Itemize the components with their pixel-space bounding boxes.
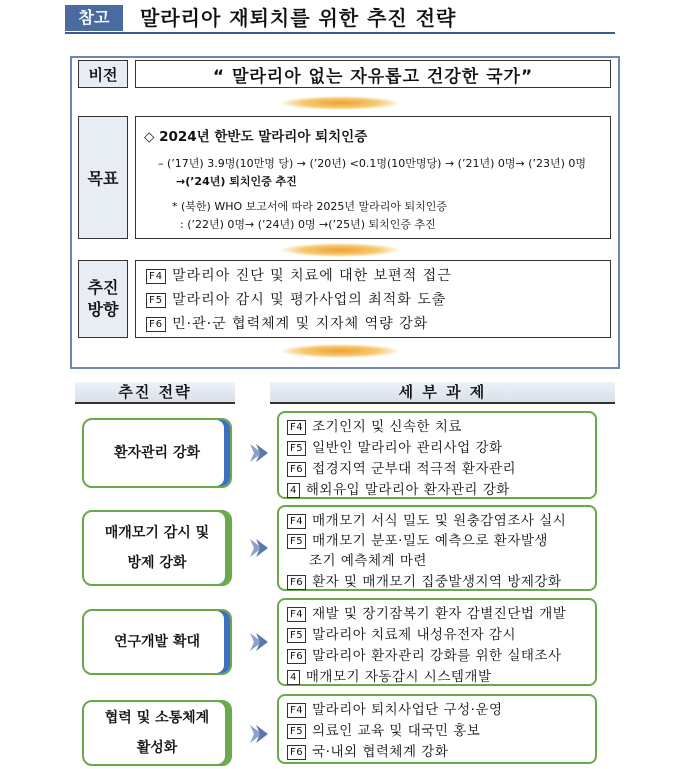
task-text: 해외유입 말라리아 환자관리 강화: [305, 482, 510, 498]
direction-label: [78, 260, 128, 338]
task-text: 말라리아 퇴치사업단 구성·운영: [312, 702, 503, 718]
task-text: 조기인지 및 신속한 치료: [312, 419, 462, 435]
task-text: 매개모기 서식 밀도 및 원충감염조사 실시: [312, 513, 567, 529]
chevron-right-icon: [248, 442, 270, 464]
task-text: 조기 예측체계 마련: [309, 553, 427, 569]
task-code: F5: [287, 628, 306, 643]
task-text: 의료인 교육 및 대국민 홍보: [312, 723, 481, 739]
task-code: F6: [287, 462, 306, 477]
task-item: [287, 698, 503, 718]
task-item: [287, 623, 516, 643]
goal-line-1: – (’17년) 3.9명(10만명 당) → (’20년) <0.1명(10만명당) → (’21년) 0명→ (’23년) 0명: [158, 157, 587, 170]
task-code: F5: [287, 534, 306, 549]
task-item: [287, 665, 492, 685]
task-item: [287, 457, 516, 477]
direction-item: [146, 313, 428, 333]
task-code: F4: [287, 514, 306, 529]
task-text: 일반인 말라리아 관리사업 강화: [312, 440, 503, 456]
task-code: F4: [287, 703, 306, 718]
chevron-right-icon: [248, 723, 270, 745]
strategy-name: 환자관리 강화: [113, 445, 201, 461]
direction-label-line1: 추진: [87, 278, 119, 297]
task-text: 매개모기 분포·밀도 예측으로 환자발생: [312, 533, 548, 549]
flow-arrow-2: [280, 243, 400, 257]
chevron-right-icon: [248, 537, 270, 559]
strategy-name-line1: 매개모기 감시 및: [104, 525, 210, 541]
task-item: [287, 570, 562, 590]
task-item: [287, 509, 566, 529]
flow-arrow-3: [280, 344, 400, 358]
task-item: [287, 415, 462, 435]
task-code: 4: [287, 670, 300, 685]
task-box: [277, 694, 597, 764]
task-text: 국·내외 협력체계 강화: [312, 744, 449, 760]
task-item: [287, 719, 480, 739]
task-item: [287, 740, 448, 760]
task-item: [287, 436, 503, 456]
task-item-continued: [309, 549, 427, 569]
item-text: 민·관·군 협력체계 및 지자체 역량 강화: [172, 316, 429, 332]
item-code: F6: [146, 317, 166, 332]
chevron-right-icon: [248, 631, 270, 653]
flow-arrow-1: [280, 96, 400, 110]
task-item: [287, 478, 510, 498]
task-item: [287, 602, 566, 622]
goal-line-3: * (북한) WHO 보고서에 따라 2025년 말라리아 퇴치인증: [172, 200, 447, 213]
tasks-column-header: 세 부 과 제: [270, 382, 615, 404]
strategy-name-line2: 활성화: [136, 740, 178, 756]
direction-item: [146, 265, 452, 285]
task-code: F6: [287, 745, 306, 760]
task-code: F6: [287, 649, 306, 664]
vision-text: “ 말라리아 없는 자유롭고 건강한 국가”: [135, 60, 611, 88]
strategy-name-line2: 방제 강화: [127, 555, 187, 571]
item-code: F5: [146, 293, 166, 308]
task-text: 환자 및 매개모기 집중발생지역 방제강화: [312, 574, 562, 590]
item-text: 말라리아 감시 및 평가사업의 최적화 도출: [172, 292, 447, 308]
task-text: 매개모기 자동감시 시스템개발: [305, 669, 492, 685]
strategy-box: [82, 609, 232, 675]
task-item: [287, 529, 548, 549]
goal-line-2: →(’24년) 퇴치인증 추진: [176, 175, 297, 188]
task-code: F4: [287, 607, 306, 622]
page-title: 말라리아 재퇴치를 위한 추진 전략: [140, 6, 457, 30]
strategy-box: [82, 700, 232, 766]
goal-line-4: : (’22년) 0명→ (’24년) 0명 →(’25년) 퇴치인증 추진: [180, 218, 436, 231]
task-text: 말라리아 치료제 내성유전자 감시: [312, 627, 517, 643]
task-code: F5: [287, 724, 306, 739]
task-code: F4: [287, 420, 306, 435]
strategy-box: [82, 418, 232, 488]
task-text: 접경지역 군부대 적극적 환자관리: [312, 461, 517, 477]
task-item: [287, 644, 562, 664]
strategy-name-line1: 협력 및 소통체계: [104, 710, 210, 726]
direction-item: [146, 289, 446, 309]
strategy-box: [82, 510, 232, 586]
task-text: 재발 및 장기잠복기 환자 감별진단법 개발: [312, 606, 567, 622]
item-code: F4: [146, 269, 166, 284]
direction-label-line2: 방향: [87, 300, 119, 319]
direction-box: [135, 260, 611, 338]
section-tag: 참고: [65, 5, 123, 31]
vision-label: 비전: [78, 60, 128, 88]
goal-headline: ◇ 2024년 한반도 말라리아 퇴치인증: [144, 129, 368, 145]
task-text: 말라리아 환자관리 강화를 위한 실태조사: [312, 648, 562, 664]
strategy-column-header: 추진 전략: [75, 382, 235, 404]
title-underline: [65, 32, 615, 34]
task-box: [277, 598, 597, 686]
item-text: 말라리아 진단 및 치료에 대한 보편적 접근: [172, 268, 452, 284]
task-box: [277, 411, 597, 499]
strategy-name: 연구개발 확대: [113, 634, 201, 650]
task-code: 4: [287, 483, 300, 498]
goal-box: [135, 116, 611, 239]
task-code: F6: [287, 575, 306, 590]
task-box: [277, 505, 597, 591]
goal-label: 목표: [78, 116, 128, 239]
task-code: F5: [287, 441, 306, 456]
